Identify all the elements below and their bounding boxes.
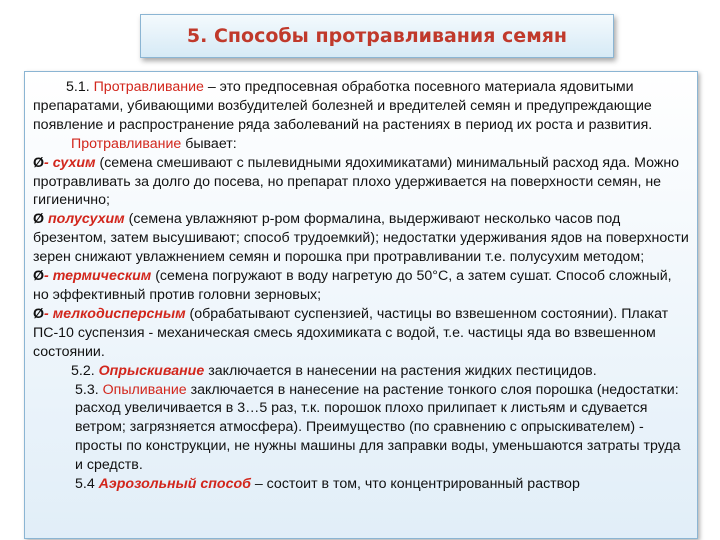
paragraph-5-3	[33, 381, 691, 476]
bullet-text: (семена погружают в воду нагретую до 50°С, а затем сушат. Способ сложный, но эффективный против головни зерновых;	[33, 268, 672, 303]
term-dusting: Опыливание	[102, 381, 187, 398]
paragraph-text: – состоит в том, что концентрированный раствор	[250, 476, 580, 493]
bullet-thermal	[33, 267, 691, 305]
section-number: 5.1.	[66, 79, 94, 95]
bullet-fine-dispersed	[33, 305, 691, 362]
arrow-bullet-icon: Ø	[33, 268, 45, 285]
term-aerosol: Аэрозольный способ	[98, 476, 251, 493]
slide-title: 5. Способы протравливания семян	[186, 25, 568, 47]
slide-title-box	[140, 14, 614, 58]
arrow-bullet-icon: Ø	[33, 211, 45, 228]
paragraph-5-4	[33, 475, 691, 494]
bullet-text: (семена увлажняют р-ром формалина, выдерживают несколько часов под брезентом, затем высушивают; способ трудоемкий); недостатки удерживания ядов на поверхности зерен снижают увлажнением семян и порошка при протравливании т.е. полусухим методом;	[33, 211, 689, 266]
paragraph-text: заключается в нанесение на растение тонкого слоя порошка (недостатки: расход увеличивается в 3…5 раз, т.к. порошок плохо прилипает к листьям и сдувается ветром; загрязняется атмосфера). Преимущество (по сравнению с опрыскивателем) - просты по конструкции, не нужны машины для заправки воды, уменьшаются затраты труда и средств.	[75, 381, 681, 474]
paragraph-text: бывает:	[181, 135, 237, 152]
bullet-dash: -	[44, 154, 53, 171]
bullet-text: (семена смешивают с пылевидными ядохимикатами) минимальный расход яда. Можно протравливать за долго до посева, но препарат плохо удерживается на поверхности семян, не гигиенично;	[33, 154, 680, 209]
term-thermal: термическим	[52, 268, 152, 285]
paragraph-text: заключается в нанесении на растения жидких пестицидов.	[204, 362, 597, 379]
paragraph-5-1	[33, 78, 691, 135]
term-semi-dry: полусухим	[48, 211, 125, 228]
paragraph-text: – это предпосевная обработка посевного материала ядовитыми препаратами, убивающими возбудителей болезней и вредителей семян и предупреждающие появление и распространение ряда заболеваний на растениях в период их роста и развития.	[33, 79, 653, 133]
term-dry: сухим	[52, 154, 96, 171]
section-number: 5.2.	[71, 362, 99, 379]
section-number: 5.3.	[75, 381, 103, 398]
paragraph-5-2	[33, 362, 691, 381]
arrow-bullet-icon: Ø	[33, 154, 45, 171]
term-protravlivanie: Протравливание	[93, 79, 204, 95]
paragraph-types-intro	[33, 135, 691, 154]
content-box	[24, 71, 698, 539]
section-number: 5.4	[75, 476, 99, 493]
term-protravlivanie-2: Протравливание	[71, 135, 182, 152]
bullet-text: (обрабатывают суспензией, частицы во взвешенном состоянии). Плакат ПС-10 суспензия - механическая смесь ядохимиката с водой, т.е. частицы яда во взвешенном состоянии.	[33, 305, 669, 360]
arrow-bullet-icon: Ø	[33, 305, 45, 322]
term-spraying: Опрыскивание	[98, 362, 205, 379]
term-fine-dispersed: мелкодисперсным	[52, 305, 186, 322]
bullet-dash: -	[44, 305, 53, 322]
bullet-semi-dry	[33, 210, 691, 267]
bullet-dry	[33, 154, 691, 211]
bullet-dash: -	[44, 268, 53, 285]
